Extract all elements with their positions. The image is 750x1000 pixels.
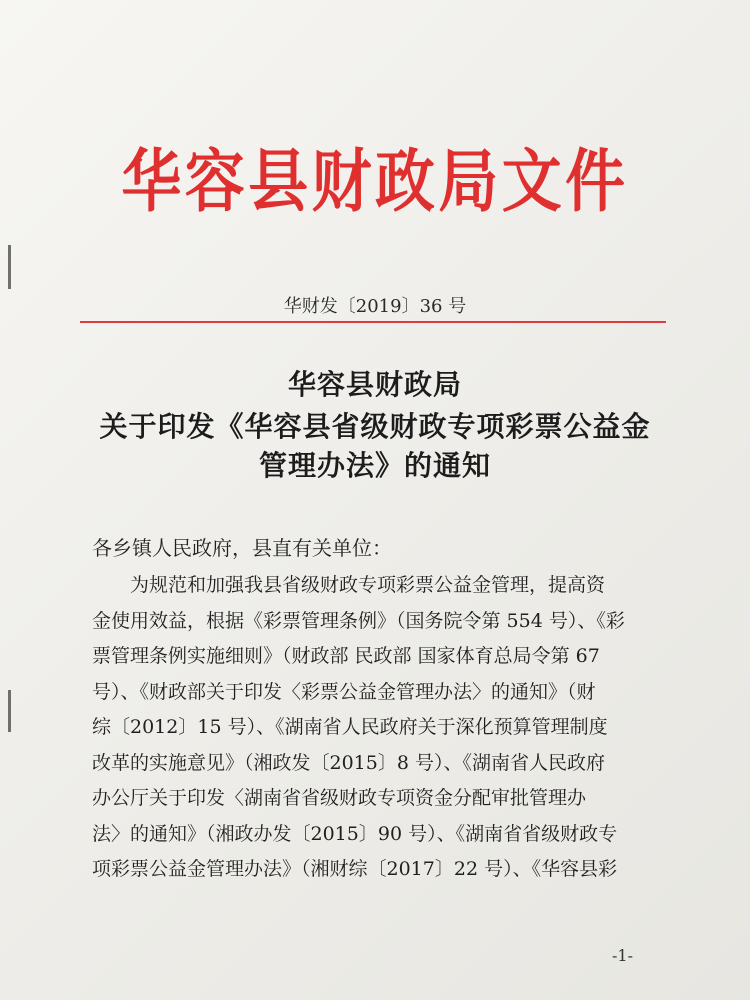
notice-title-line-3: 管理办法》的通知	[258, 449, 491, 482]
body-line: 法〉的通知》（湘政办发〔2015〕90 号）、《湖南省省级财政专	[92, 822, 618, 845]
agency-title: 华容县财政局文件	[121, 142, 629, 222]
body-line: 为规范和加强我县省级财政专项彩票公益金管理，提高资	[92, 574, 606, 596]
body-line: 办公厅关于印发〈湖南省省级财政专项资金分配审批管理办	[92, 787, 587, 809]
body-line: 综〔2012〕15 号）、《湖南省人民政府关于深化预算管理制度	[92, 716, 608, 738]
page-number: -1-	[612, 946, 633, 965]
body-line: 项彩票公益金管理办法》（湘财综〔2017〕22 号）、《华容县彩	[92, 858, 618, 880]
salutation: 各乡镇人民政府，县直有关单位：	[92, 536, 392, 560]
red-divider	[80, 321, 666, 323]
body-paragraph	[92, 568, 652, 888]
body-line: 票管理条例实施细则》（财政部 民政部 国家体育总局令第 67	[92, 645, 600, 667]
binding-mark	[8, 245, 11, 289]
body-line: 金使用效益，根据《彩票管理条例》（国务院令第 554 号）、《彩	[92, 609, 625, 632]
document-number: 华财发〔2019〕36 号	[283, 296, 467, 317]
body-line: 改革的实施意见》（湘政发〔2015〕8 号）、《湖南省人民政府	[92, 751, 605, 774]
notice-title-line-2: 关于印发《华容县省级财政专项彩票公益金	[99, 410, 651, 443]
body-line: 号）、《财政部关于印发〈彩票公益金管理办法〉的通知》（财	[92, 680, 596, 703]
binding-mark	[8, 690, 11, 732]
notice-title-line-1: 华容县财政局	[287, 368, 462, 401]
